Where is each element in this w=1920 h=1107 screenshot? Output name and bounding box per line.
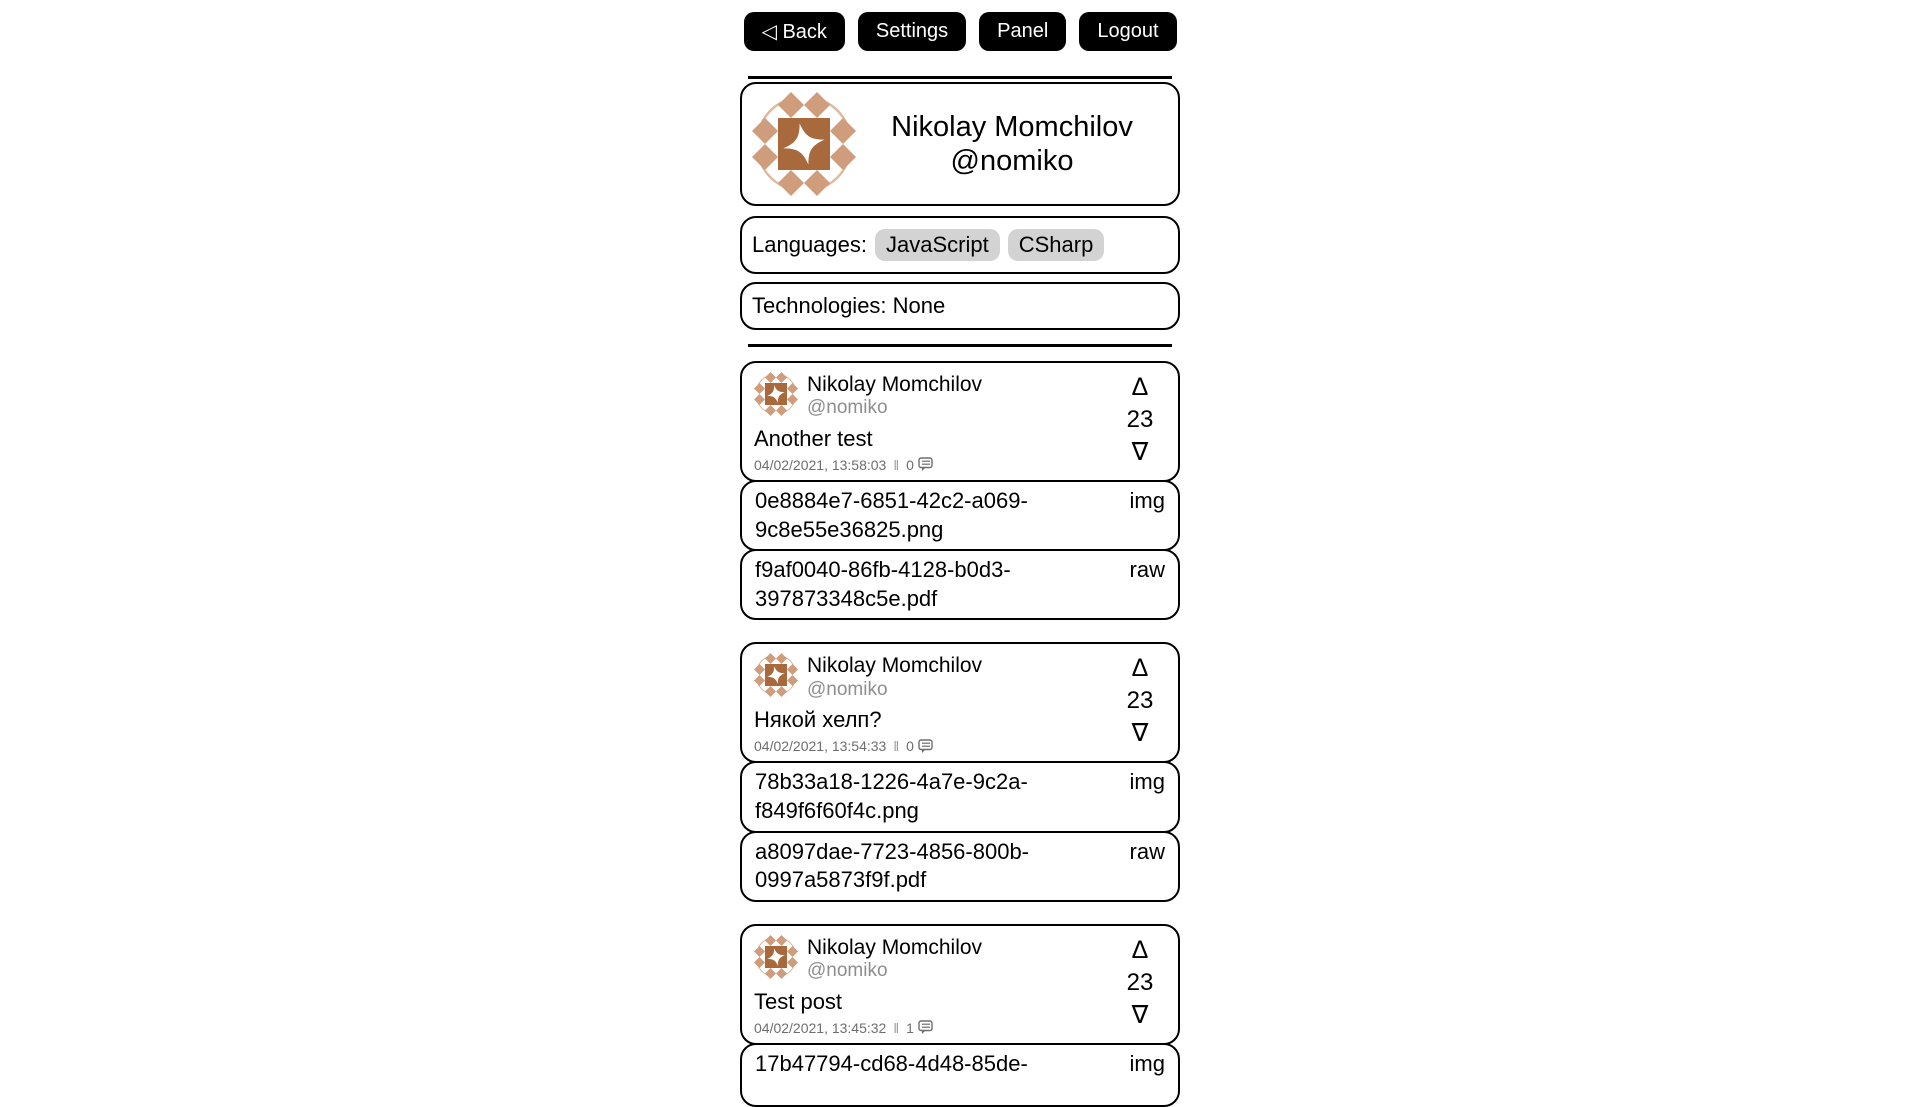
attachment-type: raw	[1129, 838, 1165, 864]
post-author-name: Nikolay Momchilov	[807, 935, 983, 959]
vote-column	[1114, 935, 1166, 1036]
attachment-filename: 78b33a18-1226-4a7e-9c2a-f849f6f60f4c.png	[755, 769, 1028, 823]
downvote-button[interactable]: ∇	[1131, 437, 1149, 466]
languages-card	[740, 216, 1180, 274]
downvote-button[interactable]: ∇	[1131, 1000, 1149, 1029]
post-avatar	[754, 653, 798, 697]
profile-page	[740, 76, 1180, 1107]
upvote-button[interactable]: Δ	[1131, 373, 1149, 401]
profile-names	[856, 110, 1168, 178]
languages-label: Languages:	[752, 232, 867, 257]
meta-separator: ‖	[893, 456, 900, 473]
language-badge: CSharp	[1008, 229, 1105, 261]
post-timestamp: 04/02/2021, 13:58:03	[754, 456, 887, 473]
speech-bubble-icon	[918, 739, 933, 754]
post-main	[754, 372, 1114, 473]
attachment-filename: f9af0040-86fb-4128-b0d3-397873348c5e.pdf	[755, 557, 1011, 611]
vote-column	[1114, 372, 1166, 473]
profile-card	[740, 82, 1180, 206]
vote-column	[1114, 653, 1166, 754]
attachment-filename: 0e8884e7-6851-42c2-a069-9c8e55e36825.png	[755, 487, 1028, 542]
post-header[interactable]	[740, 642, 1180, 763]
logout-button[interactable]: Logout	[1079, 12, 1176, 51]
attachment-filename: 17b47794-cd68-4d48-85de-	[755, 1050, 1028, 1076]
post-author-name: Nikolay Momchilov	[807, 654, 983, 678]
settings-button[interactable]: Settings	[858, 12, 966, 51]
post-card	[740, 642, 1180, 901]
language-badge: JavaScript	[875, 229, 1000, 261]
post-card	[740, 924, 1180, 1107]
divider	[748, 344, 1172, 347]
attachment-type: img	[1129, 1050, 1165, 1076]
vote-score: 23	[1126, 405, 1154, 433]
attachment-row[interactable]	[740, 1043, 1180, 1107]
post-avatar	[754, 372, 798, 416]
vote-score: 23	[1126, 968, 1154, 996]
attachment-row[interactable]	[740, 480, 1180, 551]
panel-button[interactable]: Panel	[979, 12, 1066, 51]
post-main	[754, 653, 1114, 754]
upvote-button[interactable]: Δ	[1131, 654, 1149, 683]
post-author-handle: @nomiko	[807, 959, 888, 981]
divider	[748, 76, 1172, 79]
speech-bubble-icon	[918, 457, 933, 472]
profile-avatar	[752, 92, 856, 196]
post-title: Test post	[754, 988, 843, 1014]
vote-score: 23	[1126, 687, 1154, 715]
speech-bubble-icon	[918, 1020, 933, 1035]
technologies-card	[740, 282, 1180, 330]
post-card	[740, 361, 1180, 620]
post-meta	[754, 457, 1114, 473]
post-avatar	[754, 935, 798, 979]
post-author-row	[754, 935, 1114, 982]
post-timestamp: 04/02/2021, 13:54:33	[754, 738, 887, 755]
comment-count-wrap	[906, 1020, 933, 1036]
post-author-row	[754, 653, 1114, 700]
profile-name: Nikolay Momchilov	[891, 110, 1133, 143]
post-title: Някой хелп?	[754, 707, 882, 733]
comment-count-wrap	[906, 738, 933, 754]
downvote-button[interactable]: ∇	[1131, 719, 1149, 748]
attachment-type: img	[1129, 487, 1165, 513]
post-author-handle: @nomiko	[807, 678, 888, 700]
attachment-row[interactable]	[740, 831, 1180, 902]
post-author-name: Nikolay Momchilov	[807, 373, 983, 396]
post-title: Another test	[754, 425, 873, 451]
comment-count: 1	[906, 1019, 914, 1036]
comment-count: 0	[906, 456, 914, 473]
post-main	[754, 935, 1114, 1036]
post-author-handle: @nomiko	[807, 397, 888, 419]
top-nav	[0, 0, 1920, 51]
technologies-label: Technologies: None	[752, 293, 946, 318]
meta-separator: ‖	[893, 1019, 900, 1036]
post-author-row	[754, 372, 1114, 419]
upvote-button[interactable]: Δ	[1131, 935, 1149, 964]
meta-separator: ‖	[893, 738, 900, 755]
attachment-row[interactable]	[740, 761, 1180, 832]
profile-handle: @nomiko	[950, 145, 1074, 177]
back-button[interactable]: ◁ Back	[744, 12, 845, 51]
attachment-row[interactable]	[740, 549, 1180, 620]
post-header[interactable]	[740, 361, 1180, 482]
post-header[interactable]	[740, 924, 1180, 1045]
attachment-filename: a8097dae-7723-4856-800b-0997a5873f9f.pdf	[755, 838, 1030, 893]
post-timestamp: 04/02/2021, 13:45:32	[754, 1019, 887, 1036]
post-meta	[754, 1020, 1114, 1036]
post-meta	[754, 738, 1114, 754]
attachment-type: raw	[1129, 557, 1165, 583]
comment-count: 0	[906, 738, 914, 755]
comment-count-wrap	[906, 457, 933, 473]
attachment-type: img	[1129, 769, 1165, 795]
